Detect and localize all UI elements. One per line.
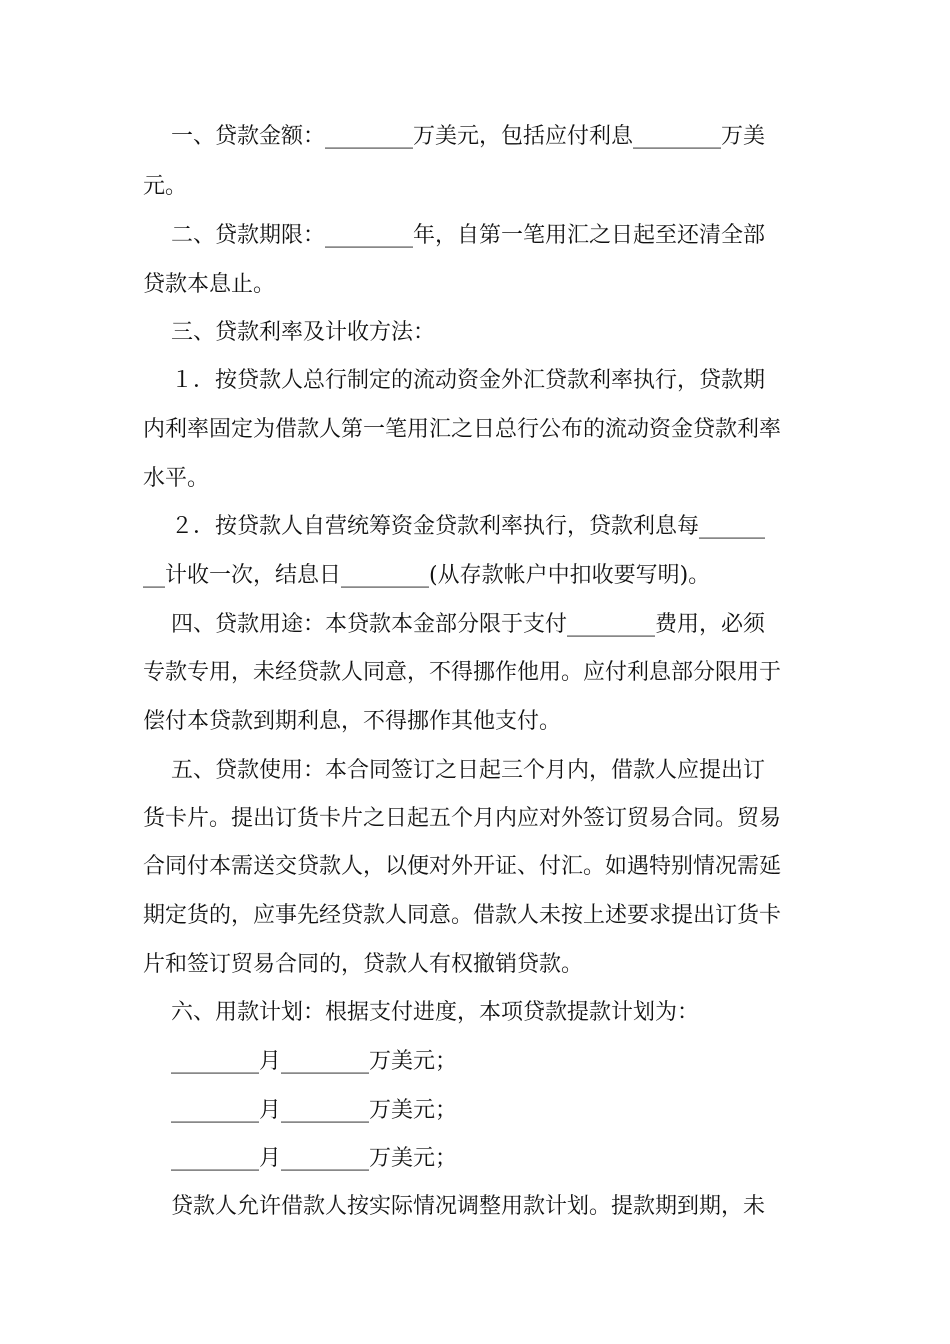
text-line: 贷款人允许借款人按实际情况调整用款计划。提款期到期，未 — [143, 1194, 765, 1219]
text-line: 货卡片。提出订货卡片之日起五个月内应对外签订贸易合同。贸易 — [143, 806, 782, 831]
text-line: ________月________万美元； — [143, 1098, 457, 1123]
text-line: 专款专用，未经贷款人同意，不得挪作他用。应付利息部分限用于 — [143, 660, 782, 685]
text-line: 偿付本贷款到期利息，不得挪作其他支付。 — [143, 709, 562, 734]
text-line: 片和签订贸易合同的，贷款人有权撤销贷款。 — [143, 952, 584, 977]
text-line: __计收一次，结息日________(从存款帐户中扣收要写明)。 — [143, 563, 711, 588]
text-line: 四、贷款用途：本贷款本金部分限于支付________费用，必须 — [143, 612, 765, 637]
text-line: 一、贷款金额：________万美元，包括应付利息________万美 — [143, 124, 765, 149]
text-line: ２．按贷款人自营统筹资金贷款利率执行，贷款利息每______ — [143, 514, 765, 539]
text-line: 三、贷款利率及计收方法： — [143, 320, 435, 345]
text-line: 水平。 — [143, 466, 210, 491]
text-line: 二、贷款期限：________年，自第一笔用汇之日起至还清全部 — [143, 223, 765, 248]
text-line: 期定货的，应事先经贷款人同意。借款人未按上述要求提出订货卡 — [143, 903, 782, 928]
text-line: ________月________万美元； — [143, 1146, 457, 1171]
text-line: １．按贷款人总行制定的流动资金外汇贷款利率执行，贷款期 — [143, 368, 765, 393]
text-line: 内利率固定为借款人第一笔用汇之日总行公布的流动资金贷款利率 — [143, 417, 782, 442]
text-line: 合同付本需送交贷款人，以便对外开证、付汇。如遇特别情况需延 — [143, 854, 782, 879]
text-line: 贷款本息止。 — [143, 272, 276, 297]
text-line: 五、贷款使用：本合同签订之日起三个月内，借款人应提出订 — [143, 758, 765, 783]
text-line: 元。 — [143, 174, 188, 199]
text-line: 六、用款计划：根据支付进度，本项贷款提款计划为： — [143, 1000, 699, 1025]
text-line: ________月________万美元； — [143, 1049, 457, 1074]
